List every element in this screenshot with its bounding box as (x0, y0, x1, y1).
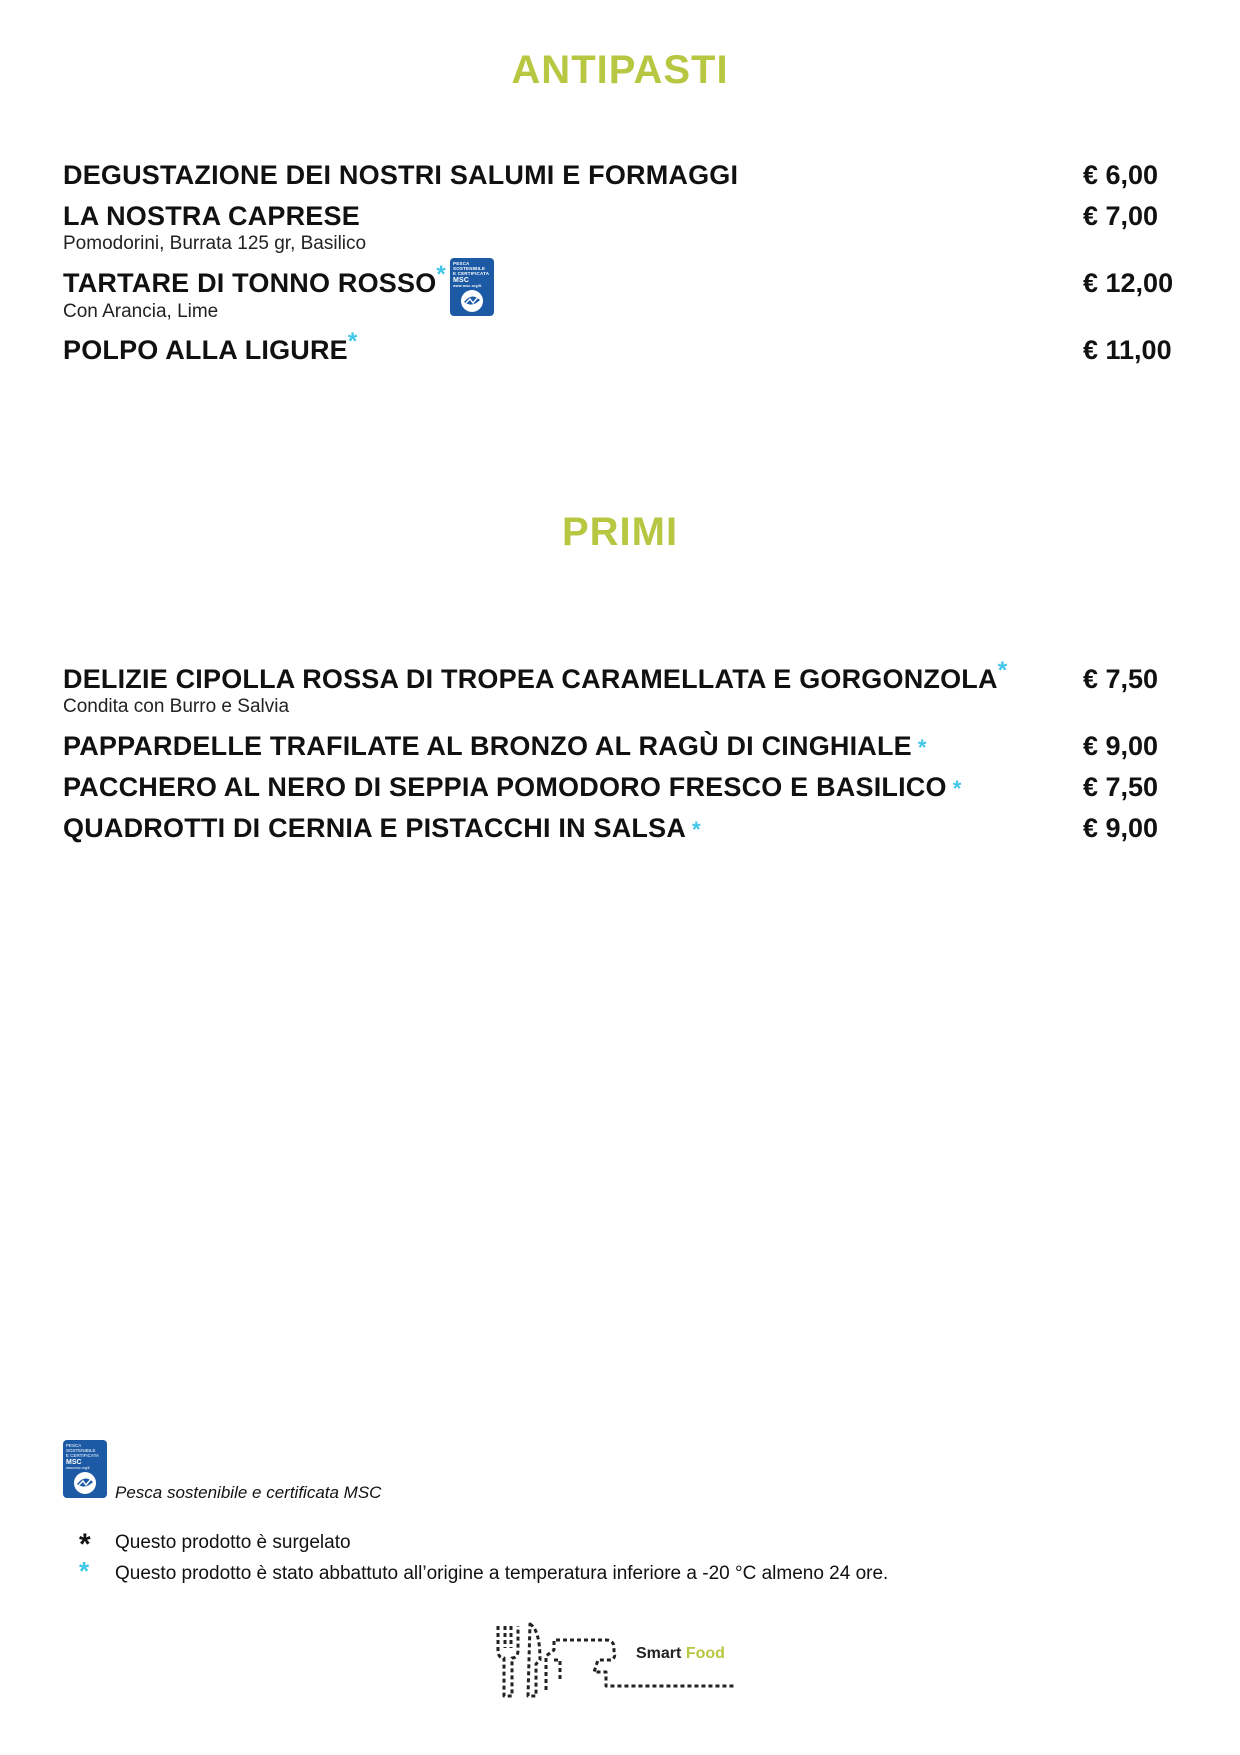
item-price: € 7,00 (1083, 201, 1159, 231)
frozen-star-icon: * (79, 1528, 91, 1561)
item-price: € 6,00 (1083, 160, 1159, 190)
msc-text-2: SOSTENIBILE (452, 266, 486, 271)
item-name-line (63, 731, 1183, 762)
item-name: LA NOSTRA CAPRESE (63, 201, 360, 231)
item-description: Con Arancia, Lime (63, 301, 219, 322)
menu-item-tartare (63, 261, 1183, 323)
item-name: PAPPARDELLE TRAFILATE AL BRONZO AL RAGÙ DI CINGHIALE (63, 731, 912, 761)
antipasti-title: ANTIPASTI (511, 48, 729, 92)
smart-food-logo (494, 1620, 744, 1700)
blast-legend-text: Questo prodotto è stato abbattuto all’origine a temperatura inferiore a -20 °C almeno 24 ore. (115, 1563, 889, 1584)
menu-item-pacchero (63, 772, 1183, 803)
msc-text-5: www.msc.org/it (452, 284, 482, 288)
item-price: € 7,50 (1083, 772, 1159, 802)
msc-text-3: E CERTIFICATA (66, 1453, 100, 1458)
logo-text (636, 1645, 725, 1663)
item-price: € 11,00 (1083, 335, 1172, 365)
item-name: QUADROTTI DI CERNIA E PISTACCHI IN SALSA (63, 813, 687, 843)
blast-chilled-star-icon: * (347, 328, 358, 355)
item-name: PACCHERO AL NERO DI SEPPIA POMODORO FRESCO E BASILICO (63, 772, 947, 802)
item-price: € 12,00 (1083, 268, 1174, 298)
item-description: Condita con Burro e Salvia (63, 696, 290, 717)
menu-item-pappardelle (63, 731, 1183, 762)
msc-text-4: MSC (66, 1459, 82, 1466)
msc-text-1: PESCA (452, 261, 470, 266)
msc-text-5: www.msc.org/it (66, 1466, 90, 1470)
menu-item-degustazione (63, 160, 1183, 191)
item-name-line (63, 813, 1183, 844)
item-price: € 9,00 (1083, 813, 1159, 843)
blast-chilled-star-icon: * (917, 735, 927, 760)
menu-item-delizie-cipolla (63, 657, 1183, 718)
logo-word-food: Food (685, 1645, 725, 1662)
item-name-line (63, 657, 1183, 695)
msc-legend-logo-icon (63, 1440, 107, 1504)
msc-text-4: MSC (452, 277, 470, 284)
item-name: DEGUSTAZIONE DEI NOSTRI SALUMI E FORMAGGI (63, 160, 739, 190)
menu-item-caprese (63, 201, 1183, 255)
item-price: € 9,00 (1083, 731, 1159, 761)
menu-item-quadrotti (63, 813, 1183, 844)
msc-text-1: PESCA (66, 1443, 82, 1448)
item-description: Pomodorini, Burrata 125 gr, Basilico (63, 233, 367, 254)
blast-chilled-star-icon: * (997, 657, 1008, 684)
blast-chilled-star-icon: * (692, 817, 701, 842)
logo-word-smart: Smart (636, 1645, 682, 1662)
item-name: TARTARE DI TONNO ROSSO (63, 268, 437, 298)
msc-logo-icon (450, 258, 494, 323)
blast-chilled-star-icon: * (952, 776, 962, 801)
msc-text-2: SOSTENIBILE (66, 1448, 96, 1453)
msc-legend-text: Pesca sostenibile e certificata MSC (115, 1483, 382, 1502)
item-name: POLPO ALLA LIGURE (63, 335, 348, 365)
frozen-legend-text: Questo prodotto è surgelato (115, 1532, 351, 1553)
item-name-line (63, 328, 1183, 366)
item-name: DELIZIE CIPOLLA ROSSA DI TROPEA CARAMELLATA E GORGONZOLA (63, 664, 998, 694)
menu-item-polpo (63, 328, 1183, 366)
blast-chilled-star-icon: * (436, 261, 446, 288)
blast-chilled-star-icon: * (79, 1556, 90, 1586)
primi-title: PRIMI (561, 510, 679, 554)
item-name-line (63, 772, 1183, 803)
msc-text-3: E CERTIFICATA (452, 271, 490, 276)
item-price: € 7,50 (1083, 664, 1159, 694)
